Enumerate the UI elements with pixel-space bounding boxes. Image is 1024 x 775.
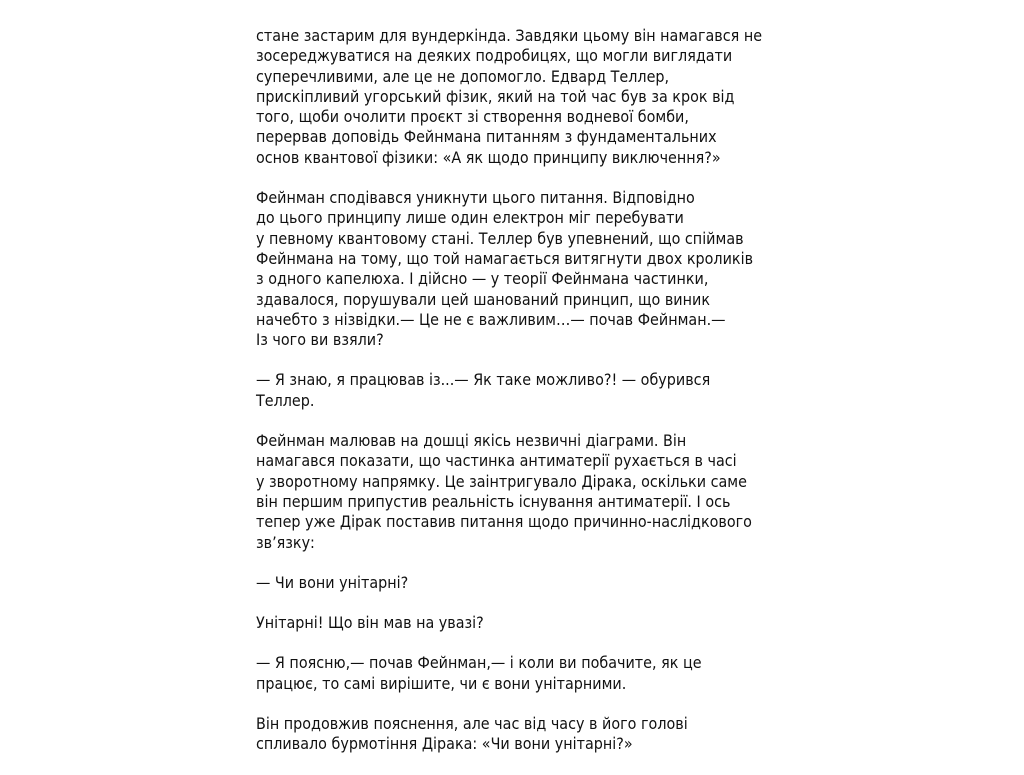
text-line: Із чого ви взяли? bbox=[256, 331, 384, 350]
text-line: він першим припустив реальність існування антиматерії. І ось bbox=[256, 492, 731, 511]
text-line: зосереджуватися на деяких подробицях, що могли виглядати bbox=[256, 47, 733, 66]
text-line: перервав доповідь Фейнмана питанням з фундаментальних bbox=[256, 128, 717, 147]
text-line: працює, то самі вирішите, чи є вони унітарними. bbox=[256, 674, 627, 693]
text-line: основ квантової фізики: «А як щодо принципу виключення?» bbox=[256, 148, 721, 167]
text-line: здавалося, порушували цей шанований принцип, що виник bbox=[256, 290, 711, 309]
text-line: Він продовжив пояснення, але час від часу в його голові bbox=[256, 715, 688, 734]
paragraph-1 bbox=[256, 26, 763, 168]
text-line: у зворотному напрямку. Це заінтригувало Дірака, оскільки саме bbox=[256, 472, 747, 491]
text-line: тепер уже Дірак поставив питання щодо причинно-наслідкового bbox=[256, 513, 752, 532]
text-line: намагався показати, що частинка антиматерії рухається в часі bbox=[256, 452, 737, 471]
text-line: Фейнман малював на дошці якісь незвичні діаграми. Він bbox=[256, 432, 687, 451]
text-line: спливало бурмотіння Дірака: «Чи вони унітарні?» bbox=[256, 735, 633, 754]
paragraph-6 bbox=[256, 613, 753, 633]
text-line: з одного капелюха. І дійсно — у теорії Фейнмана частинки, bbox=[256, 270, 709, 289]
text-line: — Я поясню,— почав Фейнман,— і коли ви побачите, як це bbox=[256, 654, 702, 673]
text-line: Фейнман сподівався уникнути цього питання. Відповідно bbox=[256, 189, 695, 208]
text-line: у певному квантовому стані. Теллер був упевнений, що спіймав bbox=[256, 229, 744, 248]
paragraph-4 bbox=[256, 431, 753, 553]
text-line: зв’язку: bbox=[256, 533, 315, 552]
text-line: Фейнмана на тому, що той намагається витягнути двох кроликів bbox=[256, 249, 754, 268]
document-page bbox=[256, 26, 763, 775]
text-line: — Чи вони унітарні? bbox=[256, 573, 409, 592]
paragraph-8 bbox=[256, 714, 753, 755]
text-line: — Я знаю, я працював із...— Як таке можливо?! — обурився bbox=[256, 371, 711, 390]
paragraph-2 bbox=[256, 188, 753, 350]
text-line: начебто з нізвідки.— Це не є важливим…— почав Фейнман.— bbox=[256, 310, 726, 329]
text-line: того, щоби очолити проєкт зі створення водневої бомби, bbox=[256, 108, 689, 127]
paragraph-7 bbox=[256, 653, 753, 694]
text-line: прискіпливий угорський фізик, який на той час був за крок від bbox=[256, 87, 735, 106]
text-line: Унітарні! Що він мав на увазі? bbox=[256, 614, 484, 633]
paragraph-3 bbox=[256, 370, 753, 411]
text-line: суперечливими, але це не допомогло. Едвард Теллер, bbox=[256, 67, 670, 86]
text-line: Теллер. bbox=[256, 391, 315, 410]
paragraph-5 bbox=[256, 573, 753, 593]
text-line: стане застарим для вундеркінда. Завдяки цьому він намагався не bbox=[256, 27, 763, 45]
text-line: до цього принципу лише один електрон міг перебувати bbox=[256, 209, 684, 228]
